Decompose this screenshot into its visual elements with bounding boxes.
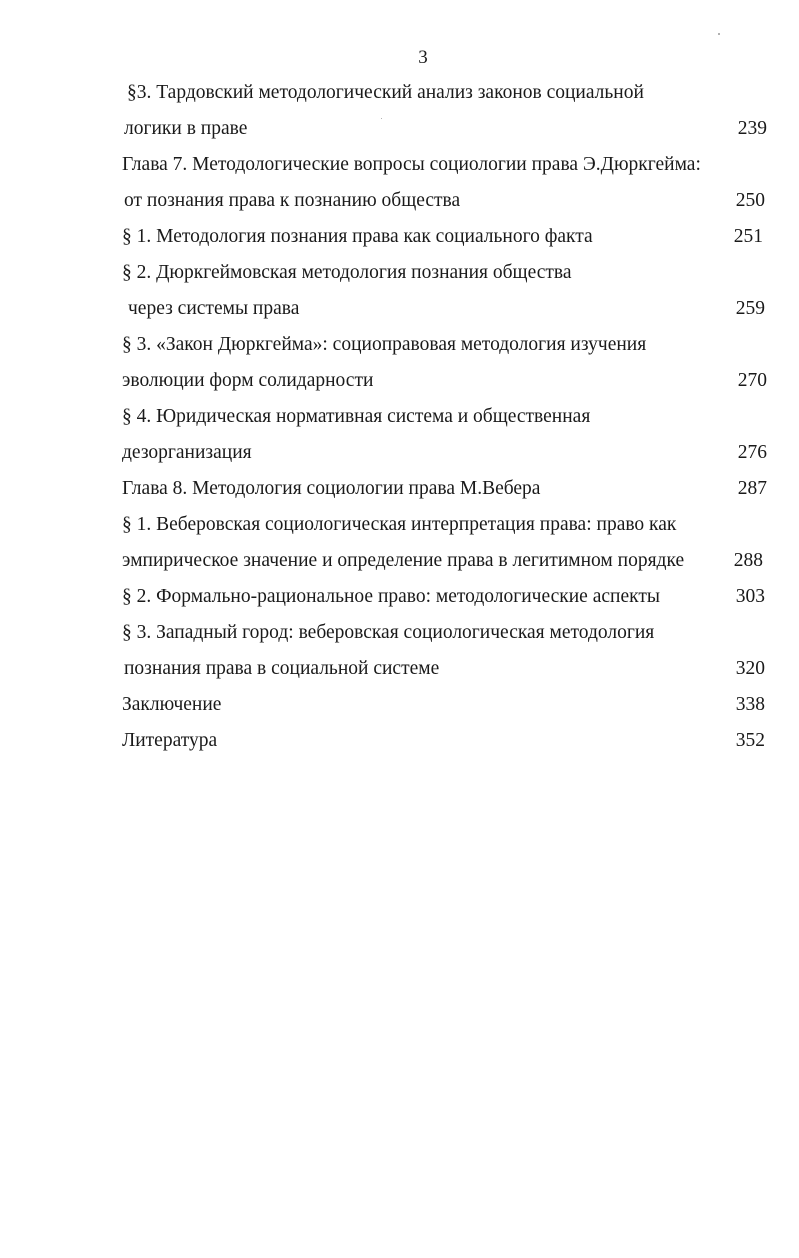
toc-entry-6-line-2: дезорганизация bbox=[122, 442, 252, 463]
toc-entry-2-line-1: Глава 7. Методологические вопросы социологии права Э.Дюркгейма: bbox=[122, 154, 701, 175]
toc-entry-9-line-1: § 2. Формально-рациональное право: методологические аспекты bbox=[122, 586, 660, 607]
toc-entry-4-page: 259 bbox=[735, 298, 765, 319]
toc-entry-5-line-1: § 3. «Закон Дюркгейма»: социоправовая методология изучения bbox=[122, 334, 647, 355]
toc-entry-6-page: 276 bbox=[737, 442, 767, 463]
toc-entry-6-line-1: § 4. Юридическая нормативная система и общественная bbox=[122, 406, 591, 427]
toc-entry-7-line-1: Глава 8. Методология социологии права М.Вебера bbox=[122, 478, 541, 499]
toc-entry-3-page: 251 bbox=[733, 226, 763, 247]
toc-entry-12-page: 352 bbox=[735, 730, 765, 751]
toc-entry-5-page: 270 bbox=[737, 370, 767, 391]
toc-entry-9-page: 303 bbox=[735, 586, 765, 607]
page-number: 3 bbox=[418, 47, 428, 68]
toc-entry-1-line-2: логики в праве bbox=[124, 118, 248, 139]
scan-speck bbox=[718, 33, 720, 35]
toc-entry-11-page: 338 bbox=[735, 694, 765, 715]
toc-entry-7-page: 287 bbox=[737, 478, 767, 499]
toc-entry-8-line-2: эмпирическое значение и определение права в легитимном порядке bbox=[122, 550, 685, 571]
toc-entry-11-line-1: Заключение bbox=[122, 694, 222, 715]
toc-entry-1-page: 239 bbox=[737, 118, 767, 139]
toc-entry-12-line-1: Литература bbox=[122, 730, 218, 751]
toc-entry-3-line-1: § 1. Методология познания права как социального факта bbox=[122, 226, 593, 247]
scan-speck bbox=[381, 118, 382, 119]
toc-entry-10-page: 320 bbox=[735, 658, 765, 679]
toc-entry-2-line-2: от познания права к познанию общества bbox=[124, 190, 461, 211]
toc-entry-1-line-1: §3. Тардовский методологический анализ законов социальной bbox=[127, 82, 644, 103]
toc-entry-8-line-1: § 1. Веберовская социологическая интерпретация права: право как bbox=[122, 514, 677, 535]
toc-entry-4-line-2: через системы права bbox=[128, 298, 300, 319]
toc-entry-8-page: 288 bbox=[733, 550, 763, 571]
toc-entry-2-page: 250 bbox=[735, 190, 765, 211]
toc-entry-4-line-1: § 2. Дюркгеймовская методология познания общества bbox=[122, 262, 572, 283]
toc-entry-5-line-2: эволюции форм солидарности bbox=[122, 370, 374, 391]
toc-entry-10-line-1: § 3. Западный город: веберовская социологическая методология bbox=[122, 622, 655, 643]
toc-entry-10-line-2: познания права в социальной системе bbox=[124, 658, 440, 679]
